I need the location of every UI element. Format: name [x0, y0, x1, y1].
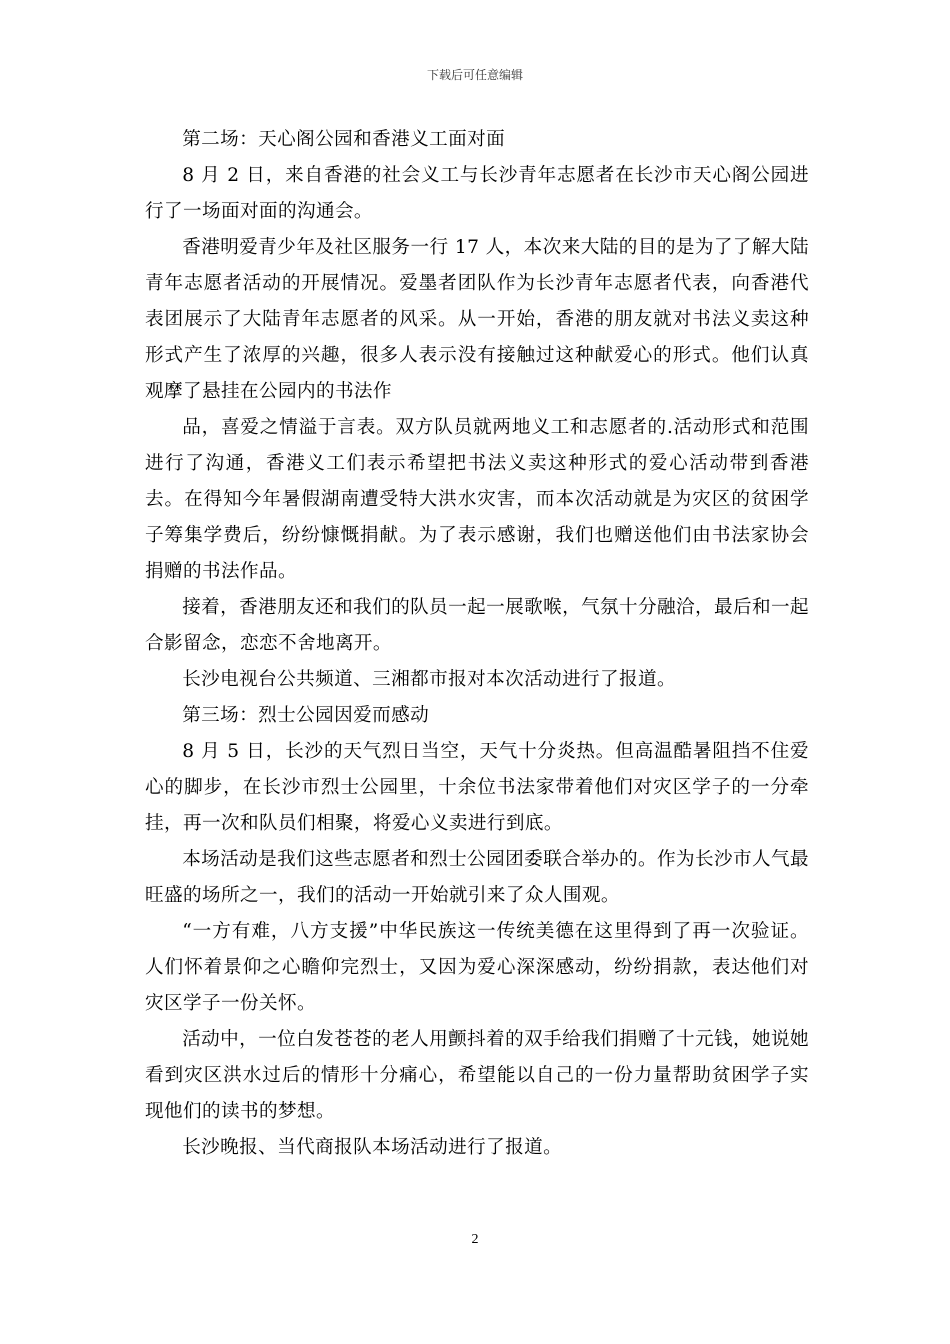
paragraph: 香港明爱青少年及社区服务一行 17 人，本次来大陆的目的是为了了解大陆青年志愿者活动的开展情况。爱墨者团队作为长沙青年志愿者代表，向香港代表团展示了大陆青年志愿者的风采。从一开始，香港的朋友就对书法义卖这种形式产生了浓厚的兴趣，很多人表示没有接触过这种献爱心的形式。他们认真观摩了悬挂在公园内的书法作: [145, 237, 809, 402]
paragraph: “一方有难，八方支援”中华民族这一传统美德在这里得到了再一次验证。人们怀着景仰之心瞻仰完烈士，又因为爱心深深感动，纷纷捐款，表达他们对灾区学子一份关怀。: [145, 921, 809, 1014]
paragraph: 活动中，一位白发苍苍的老人用颤抖着的双手给我们捐赠了十元钱，她说她看到灾区洪水过后的情形十分痛心，希望能以自己的一份力量帮助贫困学子实现他们的读书的梦想。: [145, 1029, 809, 1122]
page-header: 下载后可任意编辑: [426, 68, 523, 82]
paragraph: 接着，香港朋友还和我们的队员一起一展歌喉，气氛十分融洽，最后和一起合影留念，恋恋不舍地离开。: [145, 597, 809, 654]
paragraph: 长沙晚报、当代商报队本场活动进行了报道。: [182, 1137, 563, 1158]
paragraph: 8 月 5 日，长沙的天气烈日当空，天气十分炎热。但高温酷暑阻挡不住爱心的脚步，在长沙市烈士公园里，十余位书法家带着他们对灾区学子的一分牵挂，再一次和队员们相聚，将爱心义卖进行到底。: [145, 741, 809, 834]
section-heading-2: 第二场：天心阁公园和香港义工面对面: [182, 129, 506, 150]
paragraph: 8 月 2 日，来自香港的社会义工与长沙青年志愿者在长沙市天心阁公园进行了一场面对面的沟通会。: [145, 165, 809, 222]
page-number: 2: [471, 1232, 479, 1247]
section-heading-3: 第三场：烈士公园因爱而感动: [182, 705, 430, 726]
paragraph: 品，喜爱之情溢于言表。双方队员就两地义工和志愿者的.活动形式和范围进行了沟通，香港义工们表示希望把书法义卖这种形式的爱心活动带到香港去。在得知今年暑假湖南遭受特大洪水灾害，而本次活动就是为灾区的贫困学子筹集学费后，纷纷慷慨捐献。为了表示感谢，我们也赠送他们由书法家协会捐赠的书法作品。: [145, 417, 809, 582]
paragraph: 长沙电视台公共频道、三湘都市报对本次活动进行了报道。: [182, 669, 677, 690]
paragraph: 本场活动是我们这些志愿者和烈士公园团委联合举办的。作为长沙市人气最旺盛的场所之一，我们的活动一开始就引来了众人围观。: [145, 849, 809, 906]
document-body: [145, 122, 809, 1166]
